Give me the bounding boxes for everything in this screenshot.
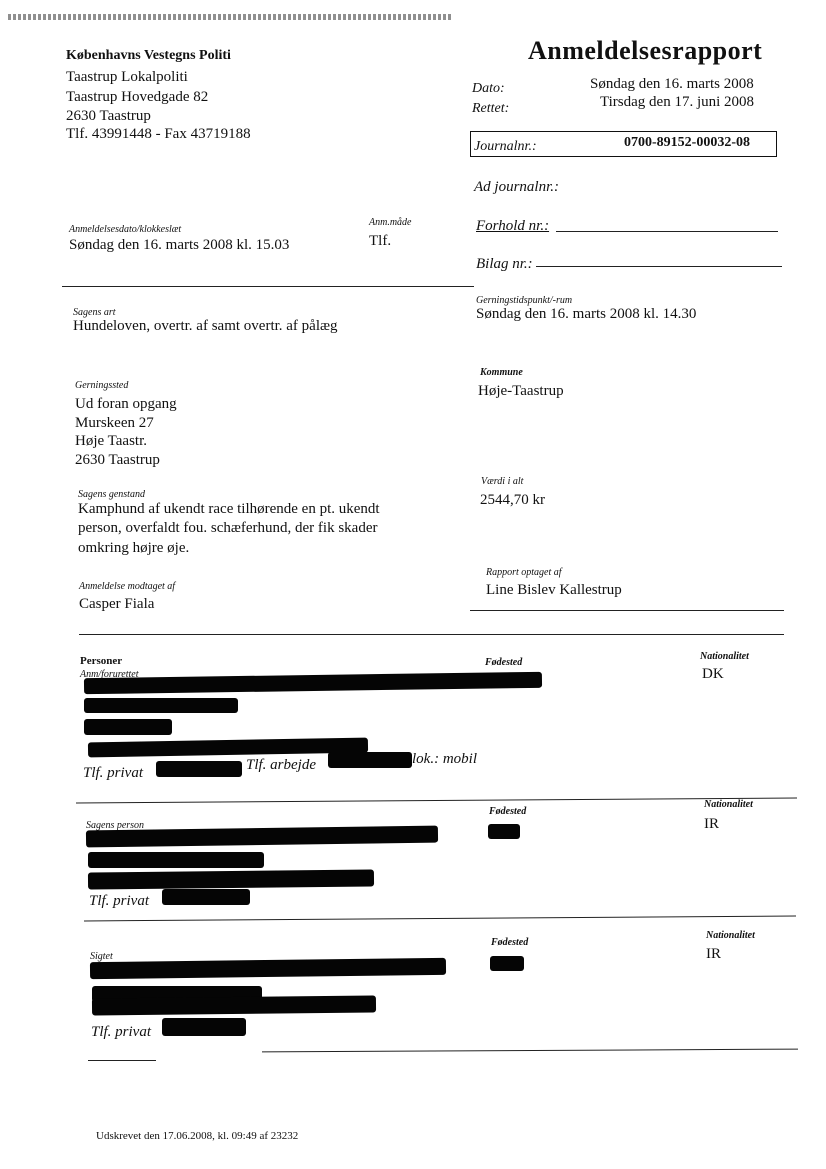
section-divider	[76, 797, 797, 803]
gerningssted-line: Ud foran opgang	[75, 396, 177, 412]
anm-maade-label: Anm.måde	[369, 217, 412, 228]
modtaget-label: Anmeldelse modtaget af	[79, 581, 176, 592]
agency-name: Københavns Vestegns Politi	[66, 48, 231, 63]
redaction-bar	[88, 870, 374, 890]
section-divider	[62, 286, 474, 287]
gerningssted-line: Høje Taastr.	[75, 433, 147, 449]
redaction-bar	[328, 752, 412, 768]
forhold-line	[556, 231, 778, 232]
nationalitet-value: IR	[706, 946, 721, 962]
optaget-label: Rapport optaget af	[486, 567, 562, 578]
redaction-bar	[90, 958, 446, 979]
lok-mobil: lok.: mobil	[412, 751, 477, 767]
tlf-privat-label: Tlf. privat	[89, 893, 150, 909]
section-divider	[262, 1049, 798, 1053]
section-divider	[79, 634, 784, 635]
redaction-bar	[88, 852, 264, 868]
nationalitet-label: Nationalitet	[706, 930, 755, 941]
redaction-bar	[84, 698, 238, 713]
redaction-bar	[488, 824, 520, 839]
section-divider	[88, 1060, 156, 1061]
kommune-value: Høje-Taastrup	[478, 383, 564, 399]
bilag-line	[536, 266, 782, 267]
vaerdi-value: 2544,70 kr	[480, 492, 545, 508]
redaction-bar	[156, 761, 242, 777]
address-line: 2630 Taastrup	[66, 108, 151, 124]
anmeldelsesdato-label: Anmeldelsesdato/klokkeslæt	[69, 224, 182, 235]
page-title: Anmeldelsesrapport	[528, 36, 763, 65]
section-divider	[470, 610, 784, 611]
nationalitet-value: DK	[702, 666, 724, 682]
redaction-bar	[490, 956, 524, 971]
foedested-label: Fødested	[491, 937, 529, 948]
optaget-value: Line Bislev Kallestrup	[486, 582, 622, 598]
redaction-bar	[88, 738, 368, 758]
redaction-bar	[162, 889, 250, 905]
rettet-value: Tirsdag den 17. juni 2008	[600, 94, 755, 110]
vaerdi-label: Værdi i alt	[481, 476, 524, 487]
adjournal-label: Ad journalnr.:	[474, 179, 560, 195]
forhold-label: Forhold nr.:	[476, 218, 550, 234]
sagens-art-label: Sagens art	[73, 307, 116, 318]
nationalitet-value: IR	[704, 816, 719, 832]
footer-printed: Udskrevet den 17.06.2008, kl. 09:49 af 23232	[96, 1130, 299, 1142]
personer-heading: Personer	[80, 655, 123, 667]
gerningssted-label: Gerningssted	[75, 380, 129, 391]
nationalitet-label: Nationalitet	[700, 651, 749, 662]
address-line: Tlf. 43991448 - Fax 43719188	[66, 126, 251, 142]
nationalitet-label: Nationalitet	[704, 799, 753, 810]
anmeldelsesdato-value: Søndag den 16. marts 2008 kl. 15.03	[69, 237, 290, 253]
person-role: Anm/forurettet	[80, 669, 139, 680]
redaction-bar	[92, 996, 376, 1016]
sagens-genstand-line: person, overfaldt fou. schæferhund, der fik skader	[78, 520, 378, 536]
foedested-label: Fødested	[485, 657, 523, 668]
sagens-genstand-label: Sagens genstand	[78, 489, 145, 500]
person-role: Sigtet	[90, 951, 113, 962]
redaction-bar	[84, 672, 542, 694]
sagens-genstand-line: omkring højre øje.	[78, 540, 190, 556]
tlf-arbejde-label: Tlf. arbejde	[246, 757, 316, 773]
anm-maade-value: Tlf.	[369, 233, 392, 249]
gerningstid-label: Gerningstidspunkt/-rum	[476, 295, 573, 306]
gerningstid-value: Søndag den 16. marts 2008 kl. 14.30	[476, 306, 697, 322]
sagens-art-value: Hundeloven, overtr. af samt overtr. af pålæg	[73, 318, 338, 334]
dato-value: Søndag den 16. marts 2008	[590, 76, 754, 92]
address-line: Taastrup Hovedgade 82	[66, 89, 209, 105]
redaction-bar	[162, 1018, 246, 1036]
bilag-label: Bilag nr.:	[476, 256, 533, 272]
tlf-privat-label: Tlf. privat	[91, 1024, 152, 1040]
dato-label: Dato:	[472, 81, 505, 96]
journal-number: 0700-89152-00032-08	[624, 135, 750, 150]
modtaget-value: Casper Fiala	[79, 596, 155, 612]
tlf-privat-label: Tlf. privat	[83, 765, 144, 781]
address-line: Taastrup Lokalpoliti	[66, 69, 188, 85]
section-divider	[84, 916, 796, 922]
sagens-genstand-line: Kamphund af ukendt race tilhørende en pt. ukendt	[78, 501, 380, 517]
redaction-bar	[84, 719, 172, 735]
gerningssted-line: 2630 Taastrup	[75, 452, 160, 468]
kommune-label: Kommune	[480, 367, 523, 378]
rettet-label: Rettet:	[472, 101, 510, 116]
foedested-label: Fødested	[489, 806, 527, 817]
person-role: Sagens person	[86, 820, 145, 831]
gerningssted-line: Murskeen 27	[75, 415, 154, 431]
journal-label: Journalnr.:	[474, 139, 537, 154]
scan-noise-strip	[8, 14, 453, 20]
redaction-bar	[86, 826, 438, 848]
